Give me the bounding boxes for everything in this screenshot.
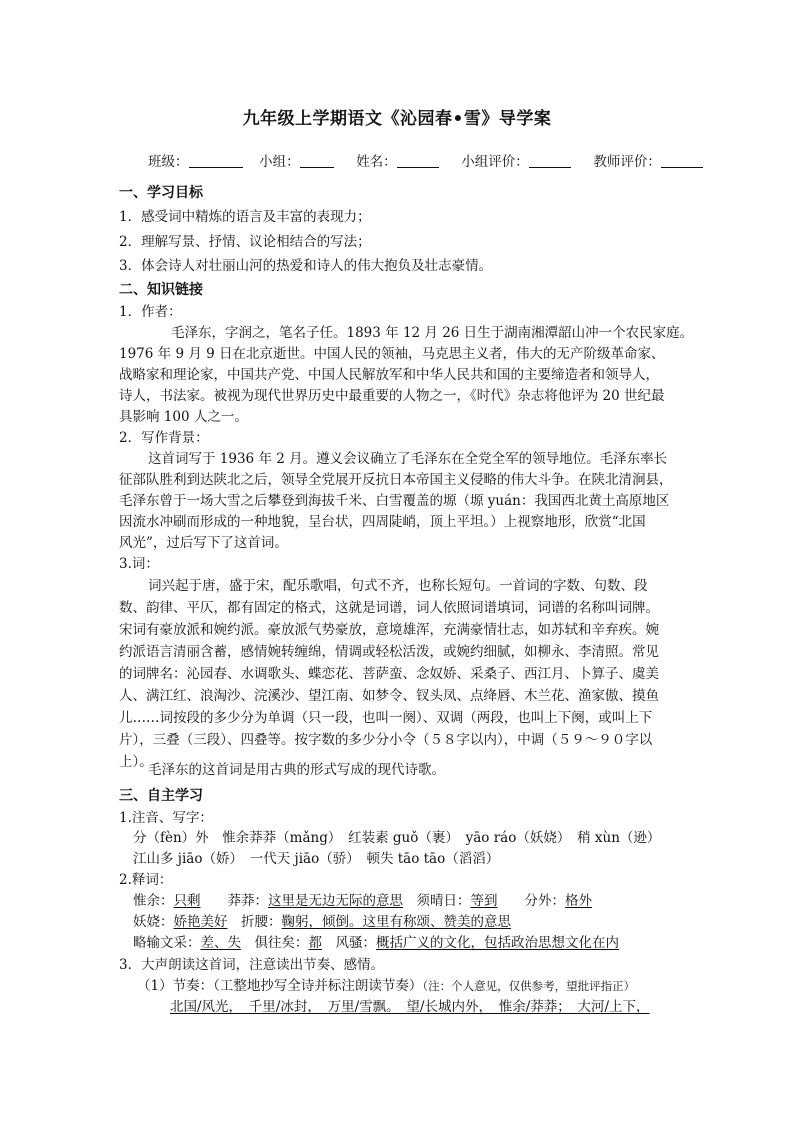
page-title: 九年级上学期语文《沁园春•雪》导学案 (242, 109, 552, 129)
closing-statement: 毛泽东的这首词是用古典的形式写成的现代诗歌。 (148, 762, 445, 778)
class-label: 班级： (148, 154, 189, 170)
background-text-line: 因流水冲刷而形成的一种地貌，呈台状，四周陡峭，顶上平坦。）上视察地形，欣赏“北国 (119, 514, 646, 530)
group-label: 小组： (259, 154, 300, 170)
section-heading-self-study: 三、自主学习 (119, 788, 203, 804)
phonetics-label: 1.注音、写字： (119, 810, 213, 826)
word-explain-answer: 鞠躬，倾倒。这里有称颂、赞美的意思 (281, 914, 511, 930)
group-field[interactable] (300, 153, 334, 168)
rhythm-note: （注：个人意见，仅供参考，望批评指正） (422, 979, 636, 993)
name-field[interactable] (397, 153, 439, 168)
rhythm-instruction (137, 976, 635, 996)
background-text-line: 风光”，过后写下了这首词。 (119, 535, 288, 551)
ci-text-line: 词兴起于唐，盛于宋，配乐歌唱，句式不齐，也称长短句。一首词的字数、句数、段 (148, 578, 648, 594)
ci-text-line: 上）。 (119, 754, 153, 770)
ci-text-line: 约派语言清丽含蓄，感情婉转缠绵，情调或轻松活泼，或婉约细腻，如柳永、李清照。常见 (119, 644, 659, 660)
read-aloud-label: 3．大声朗读这首词，注意读出节奏、感情。 (119, 957, 385, 973)
word-explain-term: 须晴日： (403, 893, 471, 909)
author-text-line: 诗人，书法家。被视为现代世界历史中最重要的人物之一，《时代》杂志将他评为 20 世纪最 (119, 388, 665, 404)
word-explain-term: 风骚： (322, 935, 376, 951)
word-explain-term: 折腰： (227, 914, 282, 930)
word-explain-line (133, 891, 592, 911)
word-explain-term: 俱往矣： (241, 935, 309, 951)
teacher-eval-label: 教师评价： (593, 154, 661, 170)
word-explain-term: 分外： (497, 893, 565, 909)
background-text-line: 征部队胜利到达陕北之后，领导全党展开反抗日本帝国主义侵略的伟大斗争。在陕北清涧县， (119, 472, 673, 488)
goal-item: 3．体会诗人对壮丽山河的热爱和诗人的伟大抱负及壮志豪情。 (119, 258, 493, 274)
author-text-line: 战略家和理论家，中国共产党、中国人民解放军和中华人民共和国的主要缔造者和领导人， (119, 367, 659, 383)
ci-text-line: 数、韵律、平仄，都有固定的格式，这就是词谱，词人依照词谱填词，词谱的名称叫词牌。 (119, 600, 659, 616)
word-explain-term: 惟余： (133, 893, 174, 909)
word-explain-answer: 都 (308, 935, 322, 951)
ci-text-line: 片），三叠（三段）、四叠等。按字数的多少分小令（５８字以内），中调（５９～９０字以 (119, 732, 653, 748)
word-explain-term: 莽莽： (200, 893, 268, 909)
ci-text-line: 儿……词按段的多少分为单调（只一段，也叫一阕）、双调（两段，也叫上下阕，或叫上下 (119, 710, 653, 726)
author-text-line: 1976 年 9 月 9 日在北京逝世。中国人民的领袖，马克思主义者，伟大的无产阶级革命家、 (119, 346, 665, 362)
background-text-line: 毛泽东曾于一场大雪之后攀登到海拔千米、白雪覆盖的塬（塬 yuán：我国西北黄土高原地区 (119, 493, 670, 509)
goal-item: 1．感受词中精炼的语言及丰富的表现力； (119, 209, 371, 225)
goal-item: 2．理解写景、抒情、议论相结合的写法； (119, 234, 371, 250)
rhythm-poem-line: 北国/风光， 千里/冰封， 万里/雪飘。 望/长城内外， 惟余/莽莽； 大河/上下， (170, 999, 650, 1015)
ci-text-line: 的词牌名：沁园春、水调歌头、蝶恋花、菩萨蛮、念奴娇、采桑子、西江月、卜算子、虞美 (119, 666, 659, 682)
group-eval-label: 小组评价： (461, 154, 529, 170)
word-explain-answer: 格外 (565, 893, 592, 909)
word-explain-answer: 娇艳美好 (173, 914, 228, 930)
rhythm-label: （1）节奏：（工整地抄写全诗并标注朗读节奏） (137, 978, 423, 994)
ci-text-line: 人、满江红、浪淘沙、浣溪沙、望江南、如梦令、钗头凤、点绛唇、木兰花、渔家傲、摸鱼 (119, 688, 659, 704)
student-info-row (148, 150, 703, 170)
section-heading-knowledge: 二、知识链接 (119, 282, 203, 298)
section-heading-goals: 一、学习目标 (119, 185, 203, 201)
class-field[interactable] (189, 153, 243, 168)
phonetics-line: 分（fèn）外 惟余莽莽（mǎng） 红装素 guǒ（裹） yāo ráo（妖娆） 稍 xùn（逊） (133, 830, 661, 846)
word-explain-answer: 这里是无边无际的意思 (268, 893, 403, 909)
word-explain-answer: 只剩 (173, 893, 201, 909)
author-text-line: 毛泽东，字润之，笔名子任。1893 年 12 月 26 日生于湖南湘潭韶山冲一个农民家庭。 (171, 325, 694, 341)
word-explain-answer: 概括广义的文化，包括政治思想文化在内 (376, 935, 619, 951)
word-explain-line (133, 933, 619, 953)
ci-text-line: 宋词有豪放派和婉约派。豪放派气势豪放，意境雄浑，充满豪情壮志，如苏轼和辛弃疾。婉 (119, 622, 659, 638)
phonetics-line: 江山多 jiāo（娇） 一代天 jiāo（骄） 顿失 tāo tāo（滔滔） (133, 851, 500, 867)
teacher-eval-field[interactable] (661, 153, 703, 168)
word-explain-label: 2.释词： (119, 872, 173, 888)
author-text-line: 具影响 100 人之一。 (119, 409, 248, 425)
word-explain-answer: 差、失 (200, 935, 241, 951)
word-explain-line (133, 912, 511, 932)
ci-label: 3.词： (119, 556, 159, 572)
background-label: 2．写作背景： (119, 430, 209, 446)
name-label: 姓名： (356, 154, 397, 170)
group-eval-field[interactable] (529, 153, 571, 168)
word-explain-term: 妖娆： (133, 914, 174, 930)
word-explain-term: 略输文采： (133, 935, 201, 951)
author-label: 1．作者： (119, 304, 182, 320)
word-explain-answer: 等到 (470, 893, 498, 909)
background-text-line: 这首词写于 1936 年 2 月。遵义会议确立了毛泽东在全党全军的领导地位。毛泽东率长 (148, 451, 668, 467)
